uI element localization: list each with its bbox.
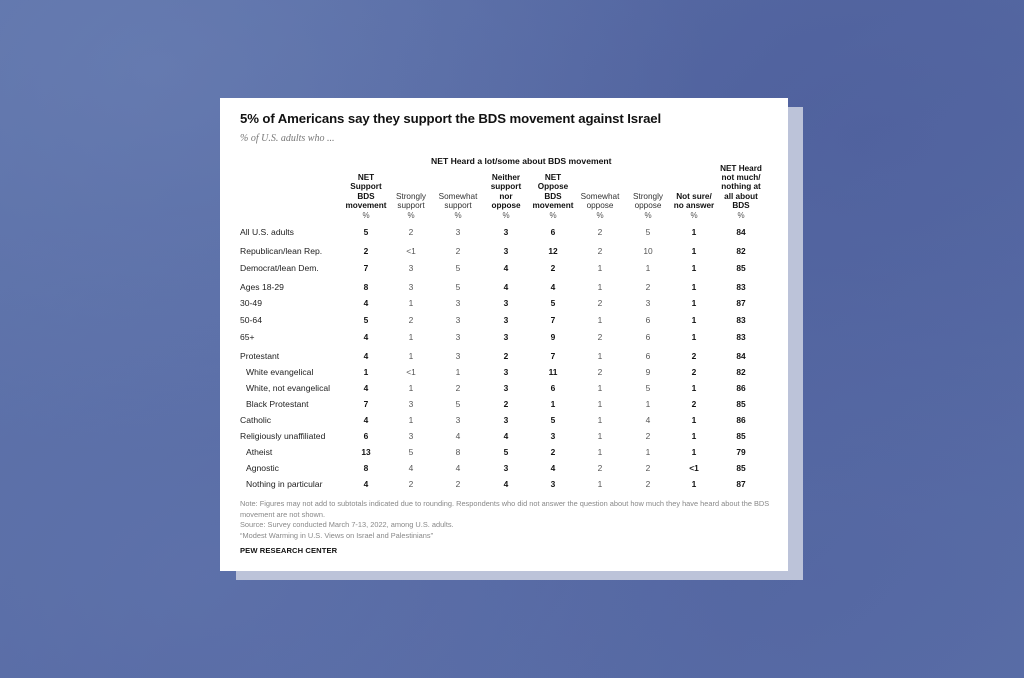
table-cell: 2 — [503, 351, 509, 361]
column-header-line: NET — [357, 173, 375, 183]
table-cell: 1 — [597, 315, 603, 325]
table-cell: 4 — [503, 263, 509, 273]
unit-label: % — [644, 211, 652, 220]
column-header-line: oppose — [491, 200, 521, 210]
table-cell: 8 — [363, 282, 369, 292]
report-title: “Modest Warming in U.S. Views on Israel and Palestinians” — [240, 530, 434, 540]
unit-label: % — [407, 211, 415, 220]
table-cell: 3 — [503, 298, 509, 308]
table-cell: 2 — [597, 298, 603, 308]
column-header-line: Neither — [491, 173, 521, 183]
source-text: Source: Survey conducted March 7-13, 2022, among U.S. adults. — [240, 520, 454, 530]
table-cell: 5 — [645, 383, 651, 393]
table-cell: 87 — [736, 479, 746, 489]
row-label: Atheist — [246, 447, 273, 457]
table-cell: 3 — [455, 227, 461, 237]
table-cell: 11 — [548, 367, 558, 377]
row-label: Religiously unaffiliated — [240, 431, 326, 441]
table-cell: <1 — [406, 246, 416, 256]
table-cell: 6 — [645, 332, 651, 342]
table-cell: 1 — [597, 447, 603, 457]
table-cell: 79 — [736, 447, 746, 457]
column-header-line: Strongly — [632, 191, 664, 201]
table-cell: 1 — [550, 399, 556, 409]
unit-label: % — [502, 211, 510, 220]
table-cell: 3 — [645, 298, 651, 308]
table-cell: 1 — [691, 447, 697, 457]
table-cell: 4 — [363, 351, 369, 361]
table-cell: 3 — [455, 332, 461, 342]
brand-logo: PEW RESEARCH CENTER — [240, 546, 338, 555]
table-cell: <1 — [406, 367, 416, 377]
table-cell: 5 — [455, 399, 461, 409]
row-label: White, not evangelical — [246, 383, 331, 393]
table-cell: 85 — [736, 463, 746, 473]
unit-label: % — [454, 211, 462, 220]
table-cell: 4 — [550, 463, 556, 473]
column-header-line: Somewhat — [580, 191, 620, 201]
table-cell: 2 — [645, 463, 651, 473]
column-header-line: nothing at — [721, 182, 761, 192]
table-cell: 4 — [503, 479, 509, 489]
table-cell: 3 — [503, 415, 509, 425]
unit-label: % — [362, 211, 370, 220]
table-cell: 6 — [550, 383, 556, 393]
table-cell: 83 — [736, 282, 746, 292]
column-header-line: oppose — [634, 200, 662, 210]
table-cell: 3 — [503, 315, 509, 325]
table-cell: 1 — [597, 399, 603, 409]
table-cell: 2 — [597, 227, 603, 237]
row-label: 30-49 — [240, 298, 262, 308]
table-cell: 6 — [550, 227, 556, 237]
table-cell: 2 — [408, 315, 414, 325]
column-header-line: BDS — [544, 191, 562, 201]
column-header-line: Oppose — [537, 182, 569, 192]
row-label: Nothing in particular — [246, 479, 323, 489]
table-cell: 5 — [363, 227, 369, 237]
table-cell: 3 — [408, 399, 414, 409]
table-cell: 4 — [455, 431, 461, 441]
table-cell: 2 — [455, 246, 461, 256]
table-cell: 1 — [691, 263, 697, 273]
row-label: 65+ — [240, 332, 255, 342]
table-cell: 4 — [408, 463, 414, 473]
column-header-line: oppose — [586, 200, 614, 210]
table-cell: 10 — [643, 246, 653, 256]
column-header-line: support — [397, 200, 425, 210]
table-cell: 2 — [691, 351, 697, 361]
table-cell: 2 — [503, 399, 509, 409]
row-label: Republican/lean Rep. — [240, 246, 323, 256]
column-header-line: no answer — [673, 200, 715, 210]
table-cell: 1 — [691, 227, 697, 237]
column-header-line: NET — [544, 173, 562, 183]
table-cell: 7 — [550, 315, 556, 325]
unit-label: % — [690, 211, 698, 220]
table-cell: 4 — [503, 282, 509, 292]
row-label: Catholic — [240, 415, 272, 425]
table-cell: 9 — [645, 367, 651, 377]
table-cell: 3 — [455, 315, 461, 325]
table-cell: 3 — [503, 383, 509, 393]
table-cell: 84 — [736, 227, 746, 237]
table-cell: 2 — [597, 332, 603, 342]
table-cell: 4 — [363, 383, 369, 393]
table-cell: 6 — [645, 315, 651, 325]
table-cell: 86 — [736, 415, 746, 425]
table-cell: 3 — [503, 227, 509, 237]
table-cell: 4 — [455, 463, 461, 473]
table-cell: 1 — [691, 479, 697, 489]
table-cell: 85 — [736, 431, 746, 441]
table-cell: 1 — [645, 263, 651, 273]
table-cell: 5 — [363, 315, 369, 325]
table-cell: 1 — [455, 367, 461, 377]
table-cell: 1 — [691, 282, 697, 292]
row-label: White evangelical — [246, 367, 314, 377]
column-header-line: NET Heard — [720, 163, 762, 173]
table-cell: 5 — [455, 263, 461, 273]
table-cell: 1 — [597, 383, 603, 393]
table-cell: 2 — [691, 367, 697, 377]
table-cell: 2 — [550, 263, 556, 273]
row-label: Agnostic — [246, 463, 279, 473]
column-header-line: not much/ — [721, 173, 761, 183]
row-label: Democrat/lean Dem. — [240, 263, 319, 273]
table-cell: 3 — [408, 282, 414, 292]
table-cell: 3 — [503, 246, 509, 256]
unit-label: % — [596, 211, 604, 220]
table-cell: 3 — [503, 463, 509, 473]
table-cell: 7 — [363, 263, 369, 273]
table-cell: 1 — [597, 263, 603, 273]
table-cell: 1 — [645, 447, 651, 457]
table-cell: 3 — [455, 298, 461, 308]
unit-label: % — [549, 211, 557, 220]
table-cell: 2 — [691, 399, 697, 409]
table-cell: 3 — [408, 431, 414, 441]
table-cell: 4 — [550, 282, 556, 292]
table-cell: 1 — [691, 332, 697, 342]
table-cell: 5 — [455, 282, 461, 292]
chart-title: 5% of Americans say they support the BDS movement against Israel — [240, 111, 662, 126]
column-group-header: NET Heard a lot/some about BDS movement — [431, 156, 612, 166]
column-header-line: Not sure/ — [676, 191, 712, 201]
table-cell: 5 — [550, 415, 556, 425]
table-cell: 1 — [597, 415, 603, 425]
table-cell: 2 — [408, 227, 414, 237]
table-cell: 2 — [645, 479, 651, 489]
row-label: Ages 18-29 — [240, 282, 284, 292]
table-cell: 4 — [503, 431, 509, 441]
table-cell: 8 — [363, 463, 369, 473]
column-header-line: Strongly — [395, 191, 427, 201]
table-cell: 4 — [645, 415, 651, 425]
table-cell: 85 — [736, 399, 746, 409]
table-cell: 4 — [363, 332, 369, 342]
table-cell: 83 — [736, 332, 746, 342]
table-cell: 3 — [503, 367, 509, 377]
table-cell: 3 — [503, 332, 509, 342]
table-cell: 1 — [691, 431, 697, 441]
table-cell: 1 — [363, 367, 369, 377]
row-label: Black Protestant — [246, 399, 309, 409]
table-cell: 8 — [455, 447, 461, 457]
table-cell: 1 — [691, 415, 697, 425]
table-cell: 82 — [736, 367, 746, 377]
table-cell: 2 — [455, 479, 461, 489]
column-header-line: support — [444, 200, 472, 210]
table-cell: 5 — [503, 447, 509, 457]
column-header-line: BDS — [357, 191, 375, 201]
column-header-line: movement — [532, 200, 574, 210]
chart-card — [220, 98, 788, 571]
table-cell: 1 — [645, 399, 651, 409]
table-cell: 3 — [550, 431, 556, 441]
table-cell: 5 — [645, 227, 651, 237]
table-cell: 1 — [691, 315, 697, 325]
column-header-line: movement — [345, 200, 387, 210]
table-cell: 2 — [408, 479, 414, 489]
column-header-line: all about — [724, 191, 758, 201]
column-header-line: BDS — [732, 200, 750, 210]
table-cell: 1 — [691, 246, 697, 256]
column-header-line: Support — [350, 182, 382, 192]
chart-subtitle: % of U.S. adults who ... — [240, 133, 335, 144]
table-cell: 82 — [736, 246, 746, 256]
table-cell: 3 — [455, 351, 461, 361]
table-cell: 2 — [597, 463, 603, 473]
table-cell: 2 — [645, 431, 651, 441]
unit-label: % — [737, 211, 745, 220]
table-cell: 85 — [736, 263, 746, 273]
table-cell: 86 — [736, 383, 746, 393]
column-header-line: Somewhat — [438, 191, 478, 201]
table-cell: 1 — [597, 479, 603, 489]
table-cell: 1 — [597, 282, 603, 292]
table-cell: 2 — [597, 367, 603, 377]
table-cell: 1 — [597, 351, 603, 361]
table-cell: 5 — [550, 298, 556, 308]
table-cell: 1 — [408, 383, 414, 393]
table-cell: 4 — [363, 479, 369, 489]
row-label: 50-64 — [240, 315, 262, 325]
table-cell: 2 — [455, 383, 461, 393]
row-label: All U.S. adults — [240, 227, 294, 237]
table-cell: 13 — [361, 447, 371, 457]
table-cell: 1 — [691, 383, 697, 393]
table-cell: 87 — [736, 298, 746, 308]
table-cell: 2 — [363, 246, 369, 256]
table-cell: 1 — [408, 415, 414, 425]
table-cell: 3 — [408, 263, 414, 273]
table-cell: 12 — [548, 246, 558, 256]
table-cell: 1 — [408, 351, 414, 361]
note-text: Note: Figures may not add to subtotals indicated due to rounding. Respondents who did not answer the question about how much they have heard about the BDS movement are not shown. — [240, 499, 770, 519]
table-cell: 83 — [736, 315, 746, 325]
column-header-line: support — [490, 182, 522, 192]
table-cell: 3 — [550, 479, 556, 489]
table-cell: 2 — [645, 282, 651, 292]
table-cell: 3 — [455, 415, 461, 425]
table-cell: 1 — [408, 298, 414, 308]
column-header — [711, 150, 771, 210]
table-cell: 9 — [550, 332, 556, 342]
table-cell: 1 — [408, 332, 414, 342]
table-cell: 4 — [363, 298, 369, 308]
table-cell: 5 — [408, 447, 414, 457]
table-cell: 7 — [550, 351, 556, 361]
table-cell: 7 — [363, 399, 369, 409]
column-header-line: nor — [499, 191, 513, 201]
table-cell: 2 — [550, 447, 556, 457]
table-cell: 4 — [363, 415, 369, 425]
table-cell: 6 — [363, 431, 369, 441]
table-cell: 84 — [736, 351, 746, 361]
table-cell: 1 — [691, 298, 697, 308]
row-label: Protestant — [240, 351, 280, 361]
table-cell: 1 — [597, 431, 603, 441]
notes — [240, 499, 770, 541]
table-cell: 2 — [597, 246, 603, 256]
table-cell: <1 — [689, 463, 699, 473]
table-cell: 6 — [645, 351, 651, 361]
